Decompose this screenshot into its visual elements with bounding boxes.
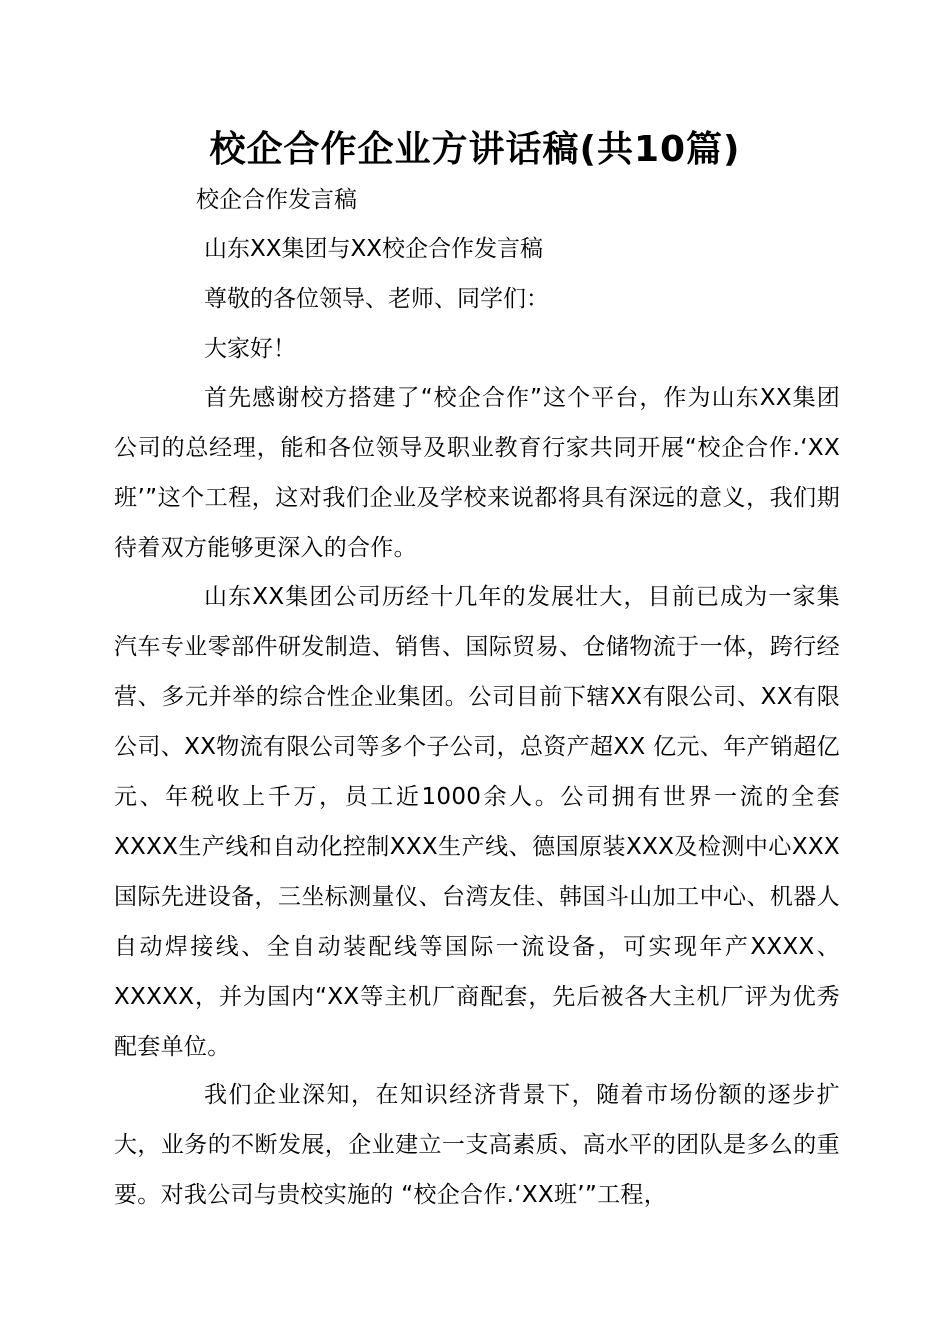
speech-heading: 山东XX集团与XX校企合作发言稿 bbox=[204, 236, 544, 262]
greeting: 大家好！ bbox=[204, 336, 296, 362]
document-subtitle: 校企合作发言稿 bbox=[196, 187, 357, 213]
body-paragraph-3: 我们企业深知，在知识经济背景下，随着市场份额的逐步扩大，业务的不断发展，企业建立一支高素质、高水平的团队是多么的重 要。对我公司与贵校实施的 “校企合作.‘XX班’”工程， bbox=[114, 1082, 840, 1208]
body-paragraph-2: 山东XX集团公司历经十几年的发展壮大，目前已成为一家集汽车专业零部件研发制造、销售、国际贸易、仓储物流于一体，跨行经营、多元并举的综合性企业集团。公司目前下辖XX有限公司、XX有限公司、XX物流有限公司等多个子公司，总资产超XX 亿元、年产销超亿元、年税收上千万，员工近1000余人。公司拥有世界一流的全套XXXX生产线和自动化控制XXX生产线、德国原装XXX及检测中心XXX国际先进设备，三坐标测量仪、台湾友佳、韩国斗山加工中心、机器人自动焊接线、全自动装配线等国际一流设备，可实现年产XXXX、XXXXX，并为国内“XX等主机厂商配套，先后被各大主机厂评为优秀配套单位。 bbox=[114, 584, 840, 1060]
salutation: 尊敬的各位领导、老师、同学们： bbox=[204, 286, 549, 312]
body-paragraph-1: 首先感谢校方搭建了“校企合作”这个平台，作为山东XX集团公司的总经理，能和各位领导及职业教育行家共同开展“校企合作.‘XX班’”这个工程，这对我们企业及学校来说都将具有深远的意义，我们期待着双方能够更深入的合作。 bbox=[114, 385, 840, 561]
document-title: 校企合作企业方讲话稿(共10篇) bbox=[209, 129, 741, 170]
